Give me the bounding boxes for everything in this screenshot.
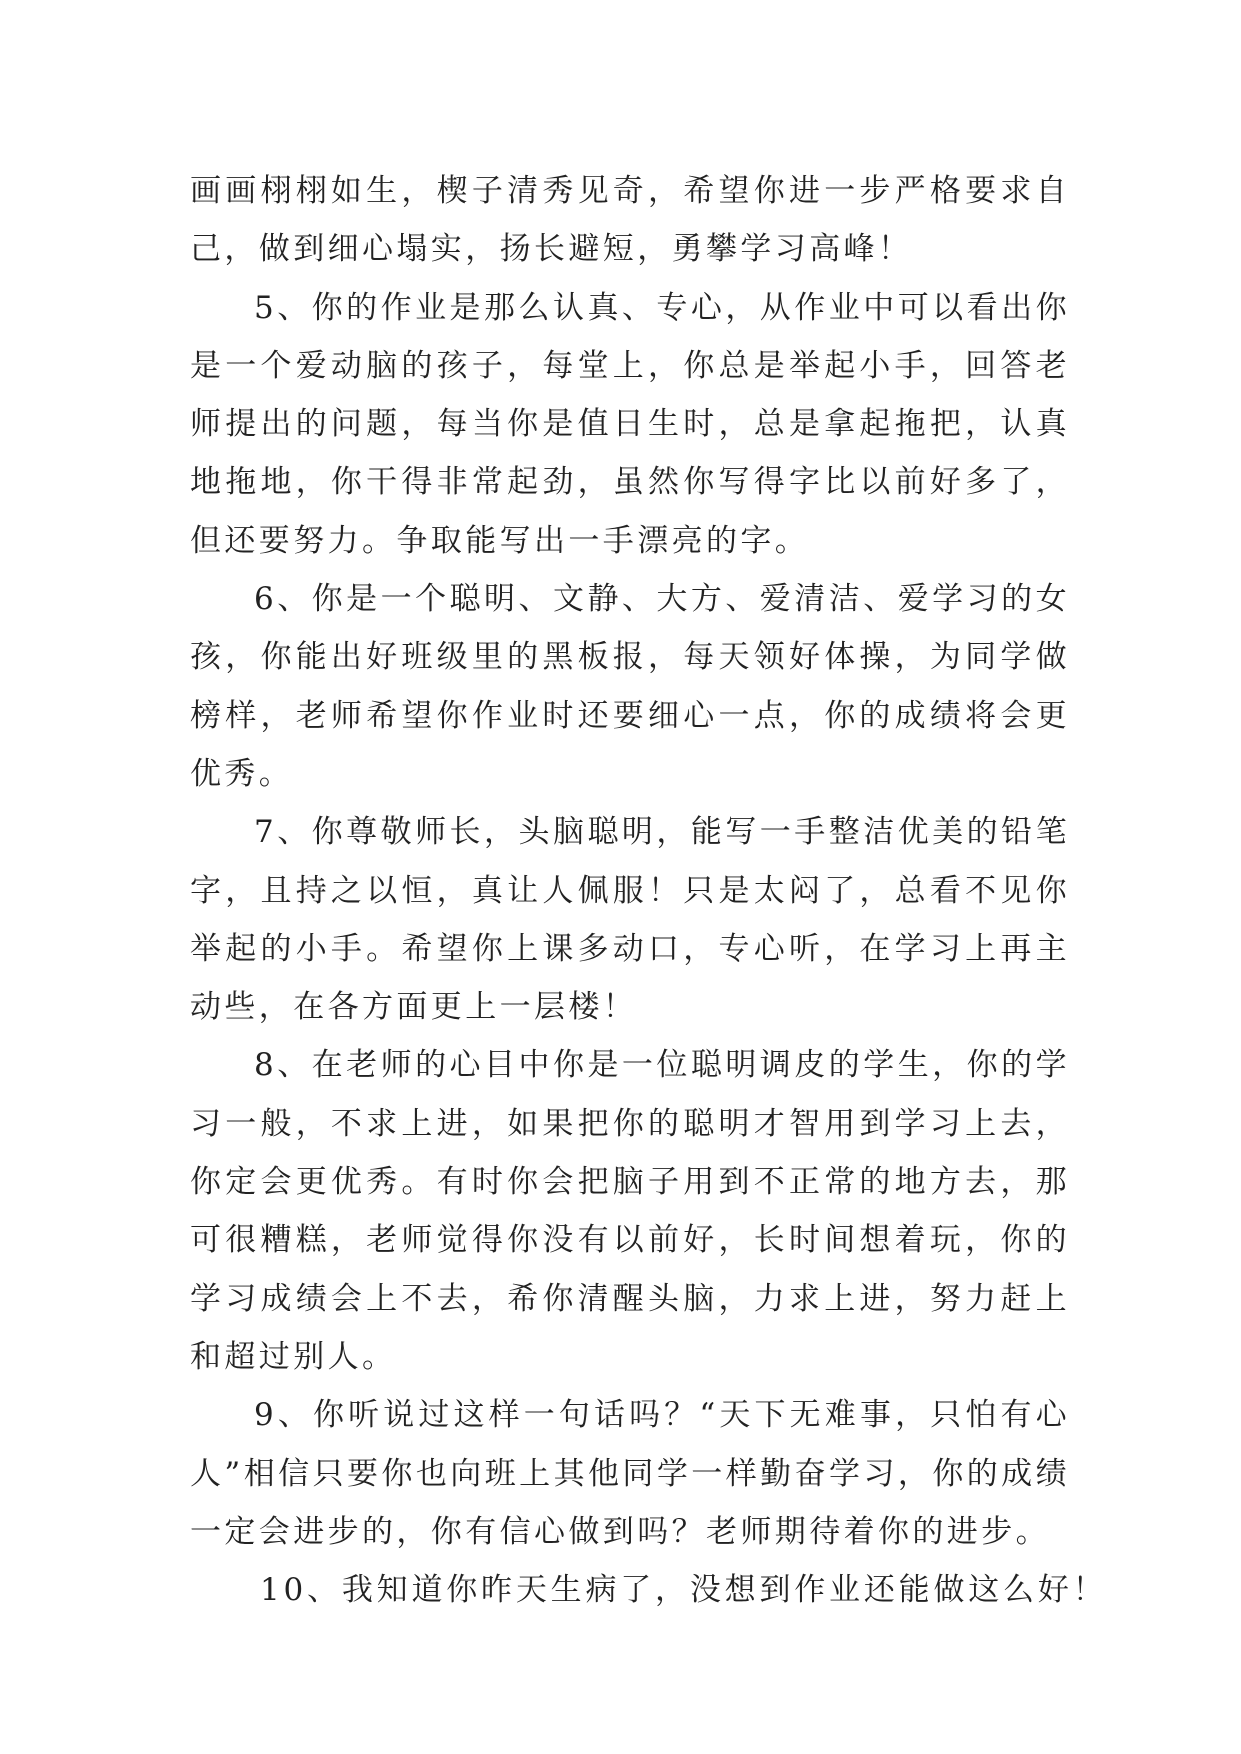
paragraph-item-8: 8、在老师的心目中你是一位聪明调皮的学生，你的学习一般，不求上进，如果把你的聪明才智用到学习上去，你定会更优秀。有时你会把脑子用到不正常的地方去，那可很糟糕，老师觉得你没有以前好，长时间想着玩，你的学习成绩会上不去，希你清醒头脑，力求上进，努力赶上和超过别人。	[190, 1047, 1070, 1375]
paragraph-item-5: 5、你的作业是那么认真、专心，从作业中可以看出你是一个爱动脑的孩子，每堂上，你总是举起小手，回答老师提出的问题，每当你是值日生时，总是拿起拖把，认真地拖地，你干得非常起劲，虽然你写得字比以前好多了，但还要努力。争取能写出一手漂亮的字。	[190, 289, 1070, 559]
paragraph-continuation: 画画栩栩如生，楔子清秀见奇，希望你进一步严格要求自己，做到细心塌实，扬长避短，勇攀学习高峰！	[190, 173, 1070, 268]
document-body	[190, 162, 1108, 1619]
paragraph-item-7: 7、你尊敬师长，头脑聪明，能写一手整洁优美的铅笔字，且持之以恒，真让人佩服！只是太闷了，总看不见你举起的小手。希望你上课多动口，专心听，在学习上再主动些，在各方面更上一层楼！	[190, 814, 1070, 1026]
paragraph-item-9: 9、你听说过这样一句话吗？“天下无难事，只怕有心人”相信只要你也向班上其他同学一样勤奋学习，你的成绩一定会进步的，你有信心做到吗？老师期待着你的进步。	[190, 1397, 1070, 1550]
paragraph-item-6: 6、你是一个聪明、文静、大方、爱清洁、爱学习的女孩，你能出好班级里的黑板报，每天领好体操，为同学做榜样，老师希望你作业时还要细心一点，你的成绩将会更优秀。	[190, 581, 1070, 792]
paragraph-item-10: 10、我知道你昨天生病了，没想到作业还能做这么好！	[260, 1572, 1108, 1609]
